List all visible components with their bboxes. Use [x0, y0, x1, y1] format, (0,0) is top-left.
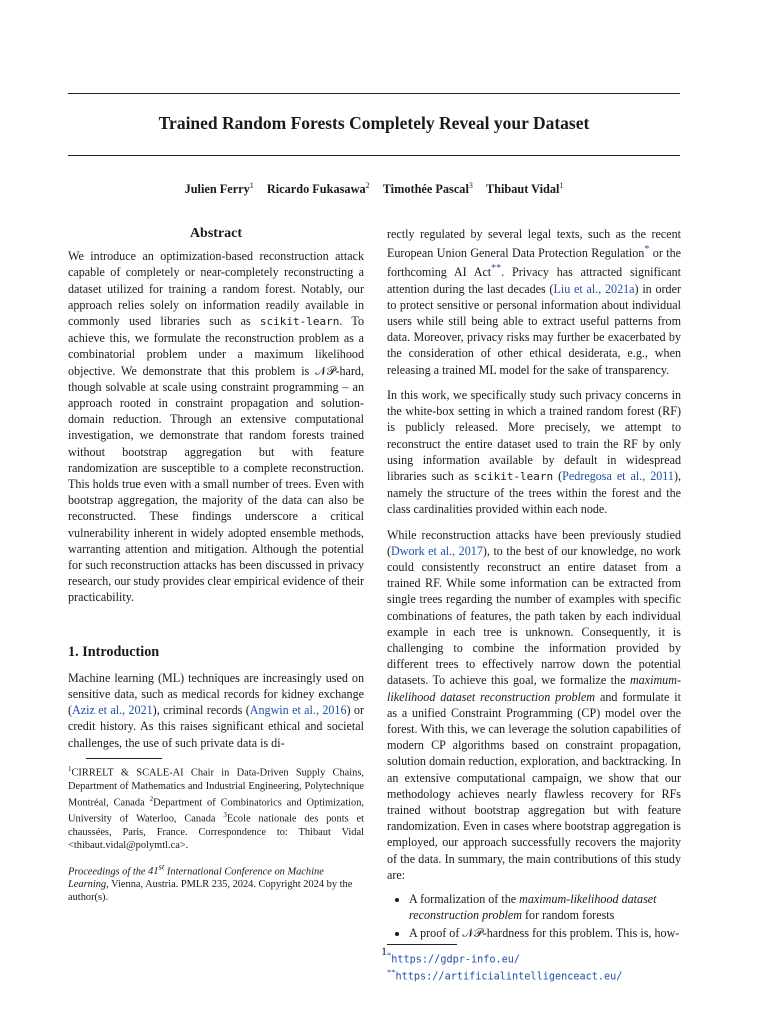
url-link[interactable]: https://gdpr-info.eu/	[391, 953, 521, 965]
citation-link[interactable]: Angwin et al., 2016	[249, 703, 347, 718]
abstract-body: We introduce an optimization-based reconstruction attack capable of completely or near-completely reconstructing a dataset utilized for training a random forest. Notably, our approach relies solely on information readily available in commonly used libraries such as scikit-learn. To achieve this, we formulate the reconstruction problem as a combinatorial problem under a maximum likelihood objective. We demonstrate that this problem is 𝒩𝒫-hard, though solvable at scale using constraint programming – an approach rooted in constraint propagation and solution-domain reduction. Through an extensive computational investigation, we demonstrate that random forests trained without bootstrap aggregation but with feature randomization are susceptible to a complete reconstruction. This holds true even with a small number of trees. Even with bootstrap aggregation, the majority of the data can also be reconstructed. These findings underscore a critical vulnerability inherent in widely adopted ensemble methods, warranting attention and mitigation. Although the potential for such reconstruction attacks has been discussed in privacy research, our study provides clear empirical evidence of their practicability.	[68, 249, 365, 605]
footnote-url: **https://artificialintelligenceact.eu/	[387, 966, 623, 983]
author: Julien Ferry$^1$	[184, 181, 254, 197]
footnote-rule	[86, 758, 162, 759]
proceedings-note: Proceedings of the 41st International Conference on Machine Learning, Vienna, Austria. PMLR 235, 2024. Copyright 2024 by the author(s).	[68, 861, 353, 904]
top-rule	[68, 93, 680, 94]
citation-link[interactable]: Liu et al., 2021a	[553, 281, 635, 296]
body-paragraph: In this work, we specifically study such privacy concerns in the white-box setting in which a trained random forest (RF) is publicly released. More precisely, we attempt to reconstruct the entire dataset used to train the RF by only using information available by default in widespread libraries such as scikit-learn (Pedregosa et al., 2011), namely the structure of the trees within the forest and the class cardinalities provided within each node.	[387, 387, 682, 517]
body-paragraph: While reconstruction attacks have been previously studied (Dwork et al., 2017), to the best of our knowledge, no work could consistently reconstruct an entire dataset from a trained RF. While some information can be extracted from single trees regarding the number of examples with specific combinations of features, the path taken by each individual example in each tree is unknown. Consequently, it is challenging to combine the information provided by different trees to effectively narrow down the potential datasets. To achieve this goal, we formalize the maximum-likelihood dataset reconstruction problem and formulate it as a unified Constraint Programming (CP) model over the forest. With this, we can leverage the solution capabilities of modern CP algorithms based on constraint propagation, solution domain reduction, exploration, and backtracking. In an extensive computational campaign, we show that our methodology achieves nearly flawless recovery for RFs trained without bootstrap aggregation but with feature randomization. Even in cases where bootstrap aggregation is employed, our approach successfully recovers the majority of the data. In summary, the main contributions of this study are:	[387, 527, 681, 882]
author: Timothée Pascal$^3$	[382, 181, 473, 197]
url-link[interactable]: https://artificialintelligenceact.eu/	[395, 971, 623, 983]
author: Ricardo Fukasawa$^2$	[266, 181, 370, 197]
citation-link[interactable]: Aziz et al., 2021	[72, 703, 153, 718]
contribution-list	[387, 891, 681, 942]
author: Thibaut Vidal$^1$	[485, 181, 564, 197]
list-item: • A proof of 𝒩𝒫-hardness for this problem. This is, how-	[409, 925, 681, 941]
abstract-heading: Abstract	[189, 226, 243, 241]
body-paragraph: rectly regulated by several legal texts, such as the recent European Union General Data Protection Regulation* or the forthcoming AI Act**. Privacy has attracted significant attention during the last decades (Liu et al., 2021a) in order to protect sensitive or personal information about individual users while still being able to extract useful patterns from data. Moreover, privacy risks may further be exacerbated by the consideration of other ethical desiderata, e.g., when releasing a trained ML model for the sake of transparency.	[387, 227, 682, 377]
right-column	[387, 226, 681, 983]
author-list	[68, 181, 680, 197]
affiliation-footnote: $^1$CIRRELT & SCALE-AI Chair in Data-Driven Supply Chains, Department of Mathematics and Industrial Engineering, Polytechnique Montréal, Canada $^2$Department of Combinatorics and Optimization, University of Waterloo, Canada $^3$Ecole nationale des ponts et chaussées, Paris, France. Correspondence to: Thibaut Vidal <thibaut.vidal@polymtl.ca>.	[68, 764, 364, 852]
title-bottom-rule	[68, 155, 680, 156]
intro-paragraph: Machine learning (ML) techniques are increasingly used on sensitive data, such as medical records for kidney exchange (Aziz et al., 2021), criminal records (Angwin et al., 2016) or credit history. As this raises significant ethical and societal challenges, the use of such private data is di-	[68, 670, 365, 750]
section-heading-introduction: 1. Introduction	[68, 643, 160, 660]
citation-link[interactable]: Dwork et al., 2017	[391, 543, 483, 558]
footnote-url: *https://gdpr-info.eu/	[387, 949, 521, 965]
list-item: • A formalization of the maximum-likelihood dataset reconstruction problem for random forests	[409, 891, 681, 923]
citation-link[interactable]: Pedregosa et al., 2011	[562, 468, 674, 483]
paper-title: Trained Random Forests Completely Reveal your Dataset	[158, 113, 590, 133]
page-number: 1	[381, 944, 387, 958]
left-column	[68, 226, 364, 905]
